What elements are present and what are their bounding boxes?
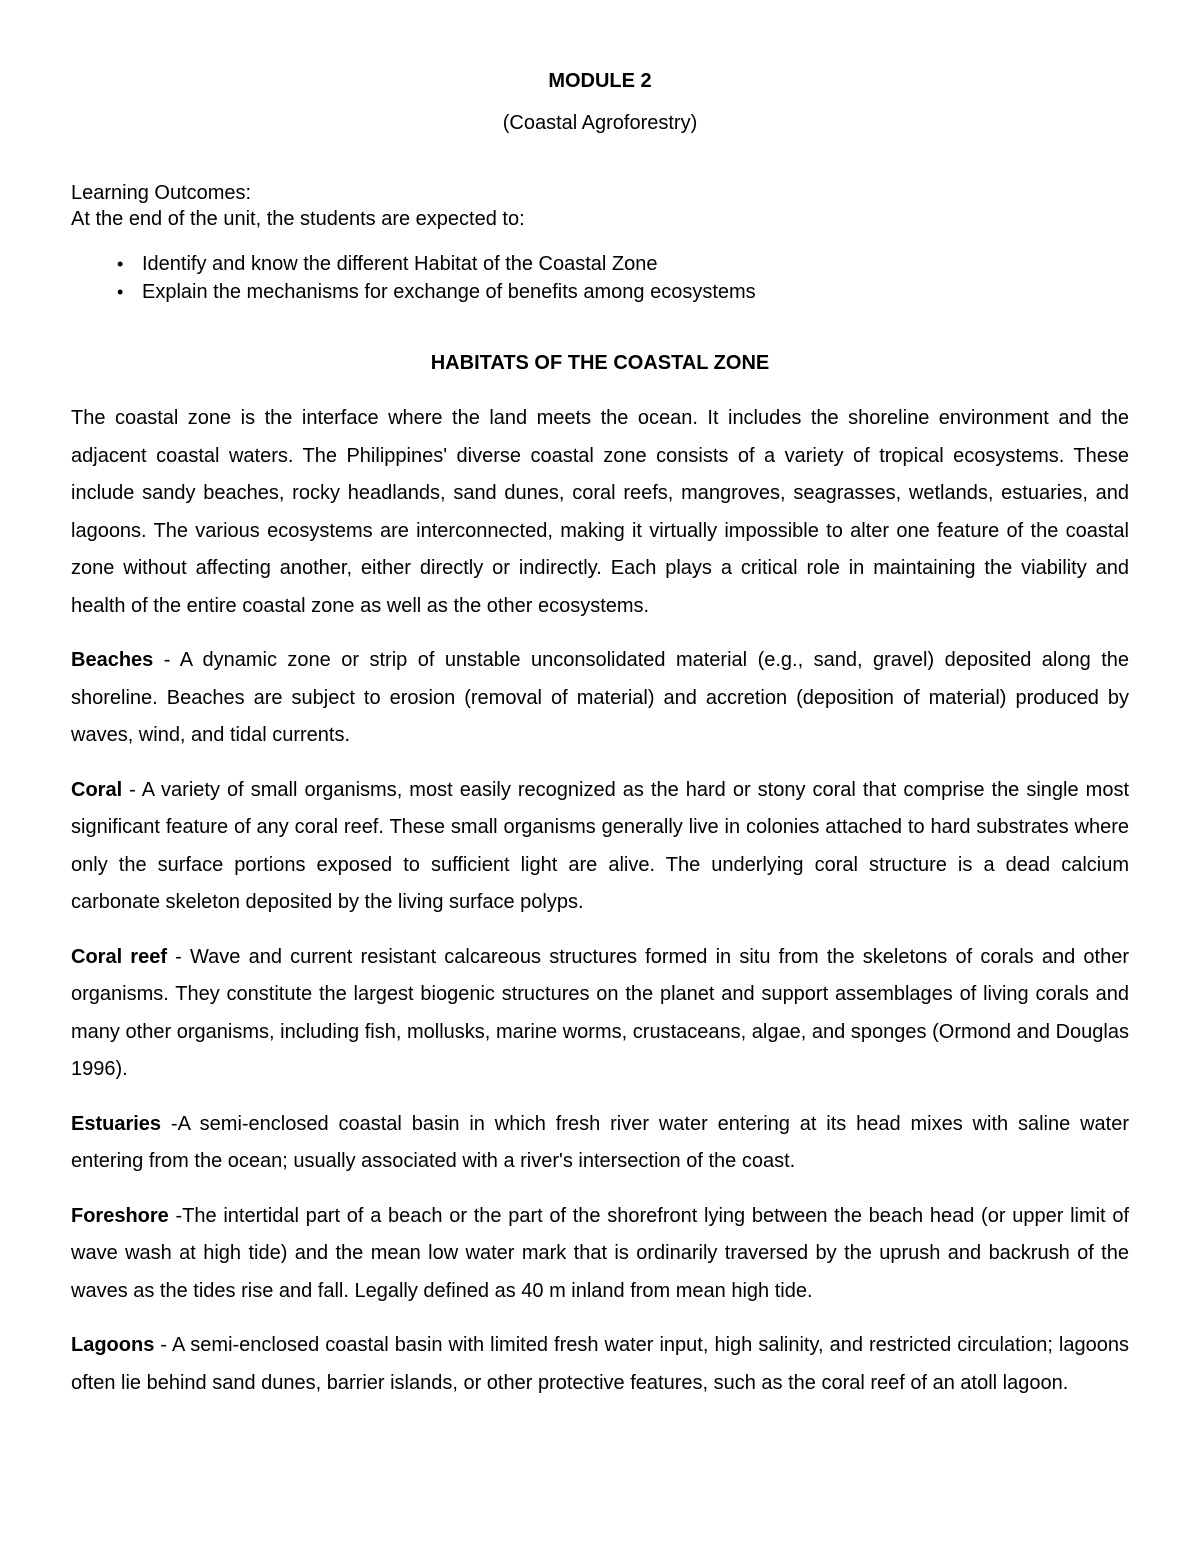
definition-term: Coral reef (71, 945, 167, 968)
bullet-icon: • (117, 282, 124, 302)
learning-outcomes-label: Learning Outcomes: (71, 182, 252, 204)
definition-text: - A semi-enclosed coastal basin with limited fresh water input, high salinity, and restricted circulation; lagoons often lie behind sand dunes, barrier islands, or other protective features, such as the coral reef of an atoll lagoon. (71, 1334, 1129, 1394)
section-heading: HABITATS OF THE COASTAL ZONE (430, 352, 770, 374)
module-title: MODULE 2 (548, 70, 652, 92)
definition-estuaries (71, 1106, 1129, 1181)
definition-term: Estuaries (71, 1112, 162, 1135)
definition-foreshore (71, 1198, 1129, 1311)
definition-text: - A dynamic zone or strip of unstable unconsolidated material (e.g., sand, gravel) deposited along the shoreline. Beaches are subject to erosion (removal of material) and accretion (deposition of material) produced by waves, wind, and tidal currents. (71, 649, 1129, 746)
list-item (71, 278, 1129, 306)
intro-paragraph: The coastal zone is the interface where the land meets the ocean. It includes the shoreline environment and the adjacent coastal waters. The Philippines' diverse coastal zone consists of a variety of tropical ecosystems. These include sandy beaches, rocky headlands, sand dunes, coral reefs, mangroves, seagrasses, wetlands, estuaries, and lagoons. The various ecosystems are interconnected, making it virtually impossible to alter one feature of the coastal zone without affecting another, either directly or indirectly. Each plays a critical role in maintaining the viability and health of the entire coastal zone as well as the other ecosystems. (71, 407, 1129, 617)
definition-text: -The intertidal part of a beach or the part of the shorefront lying between the beach head (or upper limit of wave wash at high tide) and the mean low water mark that is ordinarily traversed by the uprush and backrush of the waves as the tides rise and fall. Legally defined as 40 m inland from mean high tide. (71, 1204, 1129, 1302)
definition-beaches (71, 642, 1129, 755)
definition-term: Foreshore (71, 1204, 169, 1227)
definition-text: - A variety of small organisms, most easily recognized as the hard or stony coral that comprise the single most significant feature of any coral reef. These small organisms generally live in colonies attached to hard substrates where only the surface portions exposed to sufficient light are alive. The underlying coral structure is a dead calcium carbonate skeleton deposited by the living surface polyps. (71, 778, 1129, 913)
definition-text: -A semi-enclosed coastal basin in which fresh river water entering at its head mixes with saline water entering from the ocean; usually associated with a river's intersection of the coast. (71, 1112, 1129, 1172)
definition-term: Beaches (71, 649, 154, 671)
outcome-text: Explain the mechanisms for exchange of benefits among ecosystems (142, 281, 756, 303)
definition-lagoons (71, 1327, 1129, 1402)
module-subtitle: (Coastal Agroforestry) (502, 112, 698, 134)
outcome-text: Identify and know the different Habitat of the Coastal Zone (142, 253, 658, 275)
definition-term: Coral (71, 778, 123, 801)
definition-term: Lagoons (71, 1334, 155, 1356)
bullet-icon: • (117, 254, 124, 274)
definition-text: - Wave and current resistant calcareous structures formed in situ from the skeletons of corals and other organisms. They constitute the largest biogenic structures on the planet and support assemblages of living corals and many other organisms, including fish, mollusks, marine worms, crustaceans, algae, and sponges (Ormond and Douglas 1996). (71, 945, 1129, 1080)
document-page (71, 66, 1129, 1402)
definition-coral-reef (71, 939, 1129, 1089)
learning-outcomes-list (71, 250, 1129, 306)
list-item (71, 250, 1129, 278)
definition-coral (71, 772, 1129, 922)
learning-outcomes-intro: At the end of the unit, the students are expected to: (71, 208, 525, 230)
